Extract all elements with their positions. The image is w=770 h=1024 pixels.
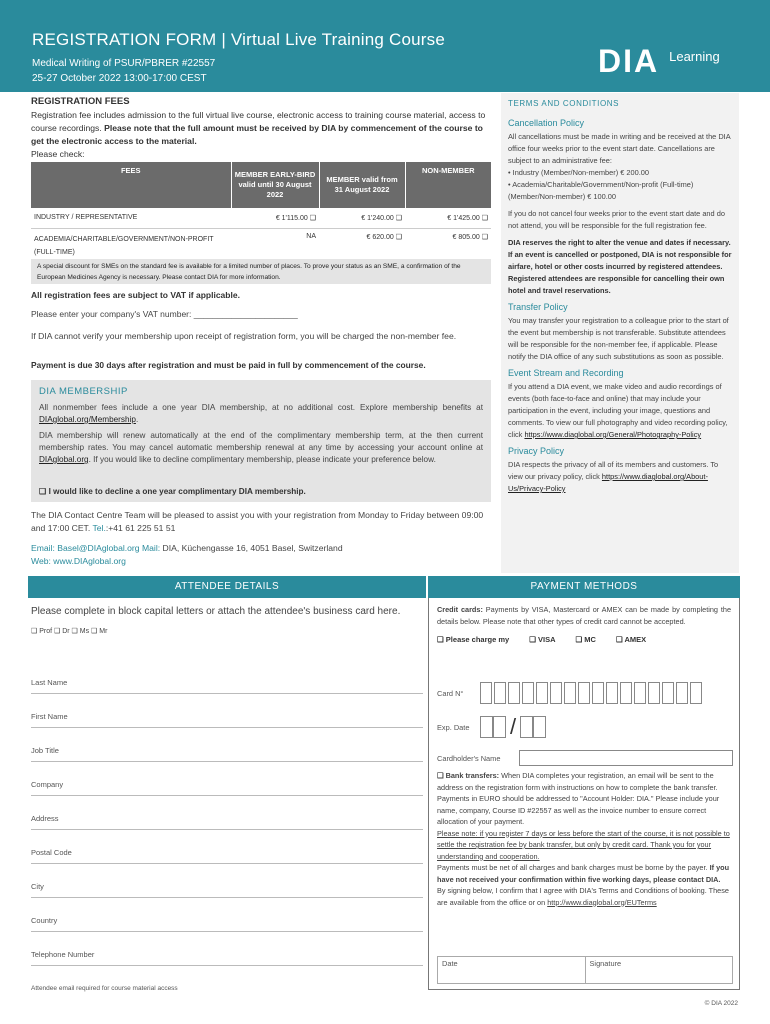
expiry-month-box[interactable] [493,716,506,738]
card-digit-box[interactable] [620,682,632,704]
dia-global-link[interactable]: DIAglobal.org [39,455,89,464]
web-label: Web: [31,556,51,566]
logo-text: DIA [598,42,660,79]
bank-transfer-info [437,770,733,908]
tel-label: Tel. [92,523,106,533]
credit-card-text: Payments by VISA, Mastercard or AMEX can be made by completing the details below. Please note that other types of credit card cannot be accepted. [437,605,732,626]
table-row [31,228,491,263]
cardholder-label: Cardholder's Name [437,753,501,763]
job-title-field[interactable]: Job Title [31,746,423,762]
vat-number-field[interactable]: Please enter your company's VAT number: ______________________ [31,309,298,319]
stream-policy-text: If you attend a DIA event, we make video and audio recordings of events (both face-to-face and online) that may include your participation in the event, including your image, questions and comments. To view our full photography and video recording policy, click [508,382,728,439]
course-name: Medical Writing of PSUR/PBRER #22557 [32,58,216,69]
fee-checkbox[interactable]: € 1'240.00 ❑ [319,208,405,228]
card-digit-box[interactable] [606,682,618,704]
card-digit-box[interactable] [634,682,646,704]
privacy-title: Privacy Policy [508,446,565,456]
fees-heading: REGISTRATION FEES [31,96,130,107]
email-link[interactable]: Basel@DIAglobal.org [57,543,140,553]
postal-code-field[interactable]: Postal Code [31,848,423,864]
member-col-header: MEMBER valid from 31 August 2022 [319,162,405,208]
amex-checkbox[interactable]: ❑ AMEX [615,635,647,644]
agreement-note [437,885,733,908]
title-checkboxes[interactable]: ❑ Prof ❑ Dr ❑ Ms ❑ Mr [31,628,108,635]
cardholder-row [437,750,733,766]
company-field[interactable]: Company [31,780,423,796]
card-digit-box[interactable] [508,682,520,704]
address-field[interactable]: Address [31,814,423,830]
cancellation-title: Cancellation Policy [508,118,585,128]
photography-policy-link[interactable]: https://www.diaglobal.org/General/Photography-Policy [524,430,702,439]
fee-row-label: INDUSTRY / REPRESENTATIVE [31,208,231,228]
verification-note: If DIA cannot verify your membership upon receipt of registration form, you will be charged the non-member fee. [31,331,457,341]
cancellation-text-2: If you do not cancel four weeks prior to the event start date and do not attend, you will be responsible for the full registration fee. [508,209,725,230]
charge-checkbox[interactable]: ❑ Please charge my [437,635,510,644]
card-digit-box[interactable] [564,682,576,704]
membership-para-2 [39,430,483,466]
course-date: 25-27 October 2022 13:00-17:00 CEST [32,73,207,84]
email-label: Email: [31,543,55,553]
logo-subtext: Learning [669,48,720,64]
membership-renew-text: DIA membership will renew automatically at the end of the complimentary membership term, at the then current membership rates. You may cancel automatic membership renewal at any time by accessing your account online at [39,431,483,452]
terms-heading: TERMS AND CONDITIONS [508,99,620,108]
charges-text: Payments must be net of all charges and bank charges must be borne by the payer. [437,863,708,872]
payment-section [428,598,740,990]
confirmation-note: If you have not received your confirmation within five working days, please contact DIA. [437,863,730,884]
early-bird-col-header: MEMBER EARLY-BIRD valid until 30 August 2022 [231,162,319,208]
charges-note [437,862,733,885]
fees-intro [31,109,491,148]
payment-due-note: Payment is due 30 days after registration and must be paid in full by commencement of the course. [31,360,426,370]
credit-card-label: Credit cards: [437,605,483,614]
signature-field[interactable]: Signature [589,959,622,968]
expiry-label: Exp. Date [437,722,470,732]
please-check: Please check: [31,149,85,159]
card-digit-box[interactable] [690,682,702,704]
email-mail-line [31,543,343,553]
contact-text: The DIA Contact Centre Team will be pleased to assist you with your registration from Monday to Friday between 09:00 and 17:00 CET. [31,510,484,533]
card-digit-box[interactable] [550,682,562,704]
fees-col-header: FEES [31,162,231,208]
card-digit-box[interactable] [592,682,604,704]
dia-logo [598,44,720,78]
fee-checkbox[interactable]: € 1'425.00 ❑ [405,208,491,228]
form-title: REGISTRATION FORM | Virtual Live Training Course [32,30,445,49]
card-digit-box[interactable] [494,682,506,704]
card-number-label: Card N° [437,688,464,698]
mail-address: DIA, Küchengasse 16, 4051 Basel, Switzerland [162,543,343,553]
cancellation-text: All cancellations must be made in writing and be received at the DIA office four weeks prior to the event start date. Cancellations are subject to an administrative fee: [508,132,731,165]
terms-panel [501,93,739,573]
mail-label: Mail: [141,543,161,553]
privacy-policy-text: DIA respects the privacy of all of its members and customers. To view our privacy policy, click [508,460,719,481]
transfer-text: You may transfer your registration to a colleague prior to the start of the event but membership is not transferable. Substitute attendees will be responsible for the non-member fee, if applicable. Please notify the DIA office of any such substitutions as soon as possible. [508,316,729,361]
membership-box [31,380,491,502]
header-banner [0,0,770,92]
expiry-month-box[interactable] [480,716,493,738]
registration-fees-section [31,96,491,161]
contact-info [31,509,491,535]
bank-transfer-para [437,770,733,828]
date-field[interactable]: Date [438,957,586,983]
card-digit-box[interactable] [648,682,660,704]
telephone-field[interactable]: Telephone Number [31,950,423,966]
email-required-note: Attendee email required for course material access [31,985,178,992]
card-digit-box[interactable] [536,682,548,704]
membership-link[interactable]: DIAglobal.org/Membership [39,415,136,424]
vat-note: All registration fees are subject to VAT if applicable. [31,290,240,300]
credit-card-info [437,604,731,627]
sme-discount-note: A special discount for SMEs on the standard fee is available for a limited number of places. To prove your status as an SME, a confirmation of the European Medicines Agency is necessary. Please contact DIA for more information. [31,259,491,284]
fees-table [31,162,491,264]
tel-number: :+41 61 225 51 51 [105,523,176,533]
card-digit-box[interactable] [578,682,590,704]
card-digit-box[interactable] [676,682,688,704]
expiry-year-box[interactable] [520,716,533,738]
cardholder-input[interactable] [519,750,733,766]
attendee-section [31,604,426,959]
bank-transfer-note: Please note: if you register 7 days or less before the start of the course, it is not possible to settle the registration fee by bank transfer, but only by credit card. Thank you for your understanding and cooperation. [437,828,730,861]
eu-terms-link[interactable]: http://www.diaglobal.org/EUTerms [547,897,657,907]
fee-row-label: ACADEMIA/CHARITABLE/GOVERNMENT/NON-PROFIT (FULL-TIME) [31,228,231,263]
web-link[interactable]: www.DIAglobal.org [53,556,126,566]
city-field[interactable]: City [31,882,423,898]
signature-box [437,956,733,984]
fee-checkbox[interactable]: € 805.00 ❑ [405,228,491,263]
fee-checkbox[interactable]: € 620.00 ❑ [319,228,405,263]
slash-glyph: / [510,714,517,739]
fee-value: NA [231,228,319,263]
privacy-text [508,459,732,495]
membership-heading: DIA MEMBERSHIP [39,386,128,397]
expiry-row [437,714,546,740]
last-name-field[interactable]: Last Name [31,678,423,694]
membership-para-1: All nonmember fees include a one year DIA membership, at no additional cost. Explore membership benefits at DIAglobal.org/Membership. [39,403,483,424]
card-digit-box[interactable] [662,682,674,704]
card-options [437,635,731,644]
fees-intro-bold: Please note that the full amount must be received by DIA by commencement of the course to get the electronic access to the material. [31,123,483,146]
membership-text: All nonmember fees include a one year DIA membership, at no additional cost. Explore membership benefits at [39,403,483,412]
stream-title: Event Stream and Recording [508,368,624,378]
cancellation-fee-2: • Academia/Charitable/Government/Non-profit (Full-time) (Member/Non-member) € 100.00 [508,180,694,201]
stream-text [508,381,732,441]
copyright: © DIA 2022 [704,1000,738,1007]
country-field[interactable]: Country [31,916,423,932]
decline-membership-checkbox[interactable]: ❑ I would like to decline a one year complimentary DIA membership. [39,487,306,496]
web-line [31,556,126,566]
payment-methods-bar: PAYMENT METHODS [428,576,740,598]
visa-checkbox[interactable]: ❑ VISA [529,635,556,644]
attendee-intro: Please complete in block capital letters or attach the attendee's business card here. [31,606,401,617]
bank-transfer-text: When DIA completes your registration, an email will be sent to the address on the registration form with instructions on how to complete the bank transfer. Payments in EURO should be addressed to "Account Holder: DIA." Please include your name, company, Course ID #22557 as well as the invoice number to ensure correct allocation of your payment. [437,771,720,826]
privacy-policy-link[interactable]: https://www.diaglobal.org/About-Us/Privacy-Policy [508,472,708,493]
card-digit-box[interactable] [522,682,534,704]
mc-checkbox[interactable]: ❑ MC [575,635,596,644]
expiry-year-box[interactable] [533,716,546,738]
agreement-text: By signing below, I confirm that I agree with DIA's Terms and Conditions of booking. These are available from the office or on [437,886,729,907]
non-member-col-header: NON-MEMBER [405,162,491,208]
fees-intro-text: Registration fee includes admission to the full virtual live course, electronic access to training course material, access to course recordings. [31,110,486,133]
membership-renew-end: . If you would like to decline complimentary membership, please indicate your preference below. [88,455,436,464]
fee-checkbox[interactable]: € 1'115.00 ❑ [231,208,319,228]
transfer-title: Transfer Policy [508,302,568,312]
first-name-field[interactable]: First Name [31,712,423,728]
card-digit-box[interactable] [480,682,492,704]
attendee-details-bar: ATTENDEE DETAILS [28,576,426,598]
card-number-row [437,682,704,704]
cancellation-fee-1: • Industry (Member/Non-member) € 200.00 [508,168,650,177]
bank-transfer-checkbox[interactable]: ❑ Bank transfers: [437,771,500,780]
venue-change-note: DIA reserves the right to alter the venue and dates if necessary. If an event is cancelled or postponed, DIA is not responsible for airfare, hotel or other costs incurred by registered attendees. Registered attendees are responsible for cancelling their own hotel and travel reservations. [508,238,732,295]
table-row [31,208,491,228]
